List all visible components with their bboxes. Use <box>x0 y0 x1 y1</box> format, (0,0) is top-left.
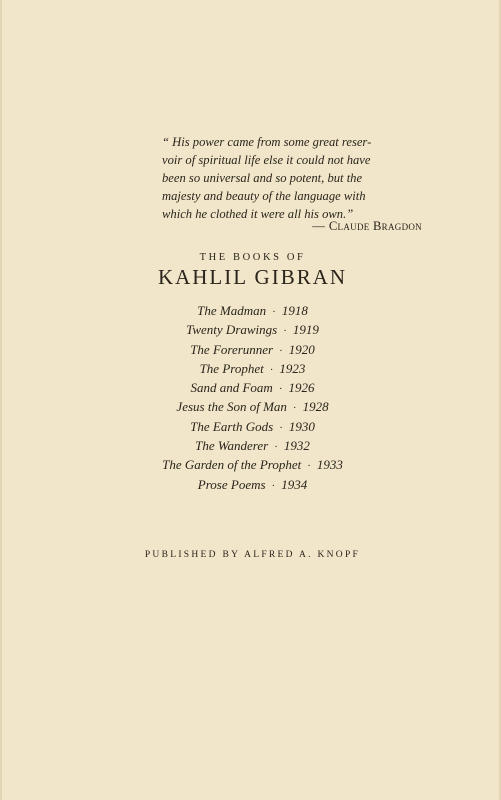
book-title: The Garden of the Prophet <box>162 457 302 473</box>
book-title: The Prophet <box>199 360 264 376</box>
book-item <box>2 419 501 438</box>
publisher-line: PUBLISHED BY ALFRED A. KNOPF <box>144 550 361 560</box>
separator-dot: · <box>279 344 283 357</box>
separator-dot: · <box>274 441 278 454</box>
separator-dot: · <box>278 383 283 396</box>
book-item <box>2 438 501 457</box>
quote-attribution <box>292 219 422 234</box>
book-year: 1926 <box>288 380 315 396</box>
book-list <box>2 303 501 496</box>
separator-dot: · <box>307 460 311 473</box>
separator-dot: · <box>269 363 274 376</box>
quote-line: majesty and beauty of the language with <box>162 189 366 203</box>
separator-dot: · <box>292 402 297 415</box>
book-year: 1923 <box>279 360 306 376</box>
book-item <box>2 361 501 380</box>
attribution-name: Claude Bragdon <box>328 219 422 233</box>
book-title: Jesus the Son of Man <box>176 399 287 415</box>
quote-block <box>162 133 422 223</box>
book-title: Twenty Drawings <box>186 322 278 338</box>
attribution-dash: — <box>312 219 325 233</box>
books-of-heading: THE BOOKS OF <box>199 252 306 263</box>
separator-dot: · <box>279 421 283 434</box>
book-year: 1920 <box>288 341 315 357</box>
separator-dot: · <box>283 325 287 338</box>
book-title: The Forerunner <box>190 341 274 357</box>
book-item <box>2 457 501 476</box>
quote-line: “ His power came from some great reser- <box>162 135 372 149</box>
book-item <box>2 342 501 361</box>
book-item <box>2 322 501 341</box>
book-year: 1928 <box>302 399 329 415</box>
book-item <box>2 399 501 418</box>
book-year: 1930 <box>288 418 315 434</box>
separator-dot: · <box>271 479 276 492</box>
separator-dot: · <box>272 306 276 318</box>
book-year: 1934 <box>281 476 308 492</box>
author-name: KAHLIL GIBRAN <box>157 265 348 289</box>
book-title: Prose Poems <box>197 476 266 492</box>
book-title: Sand and Foam <box>190 380 273 396</box>
book-item <box>2 303 501 322</box>
quote-line: voir of spiritual life else it could not have <box>162 153 371 167</box>
book-year: 1918 <box>281 303 308 318</box>
book-item <box>2 477 501 496</box>
book-year: 1933 <box>316 457 343 473</box>
book-title: The Wanderer <box>195 438 269 454</box>
book-title: The Earth Gods <box>190 418 274 434</box>
quote-line: been so universal and so potent, but the <box>162 171 363 185</box>
book-title: The Madman <box>197 303 267 318</box>
book-year: 1919 <box>292 322 319 338</box>
quote-line: which he clothed it were all his own.” <box>162 207 354 221</box>
book-item <box>2 380 501 399</box>
book-year: 1932 <box>283 438 310 454</box>
